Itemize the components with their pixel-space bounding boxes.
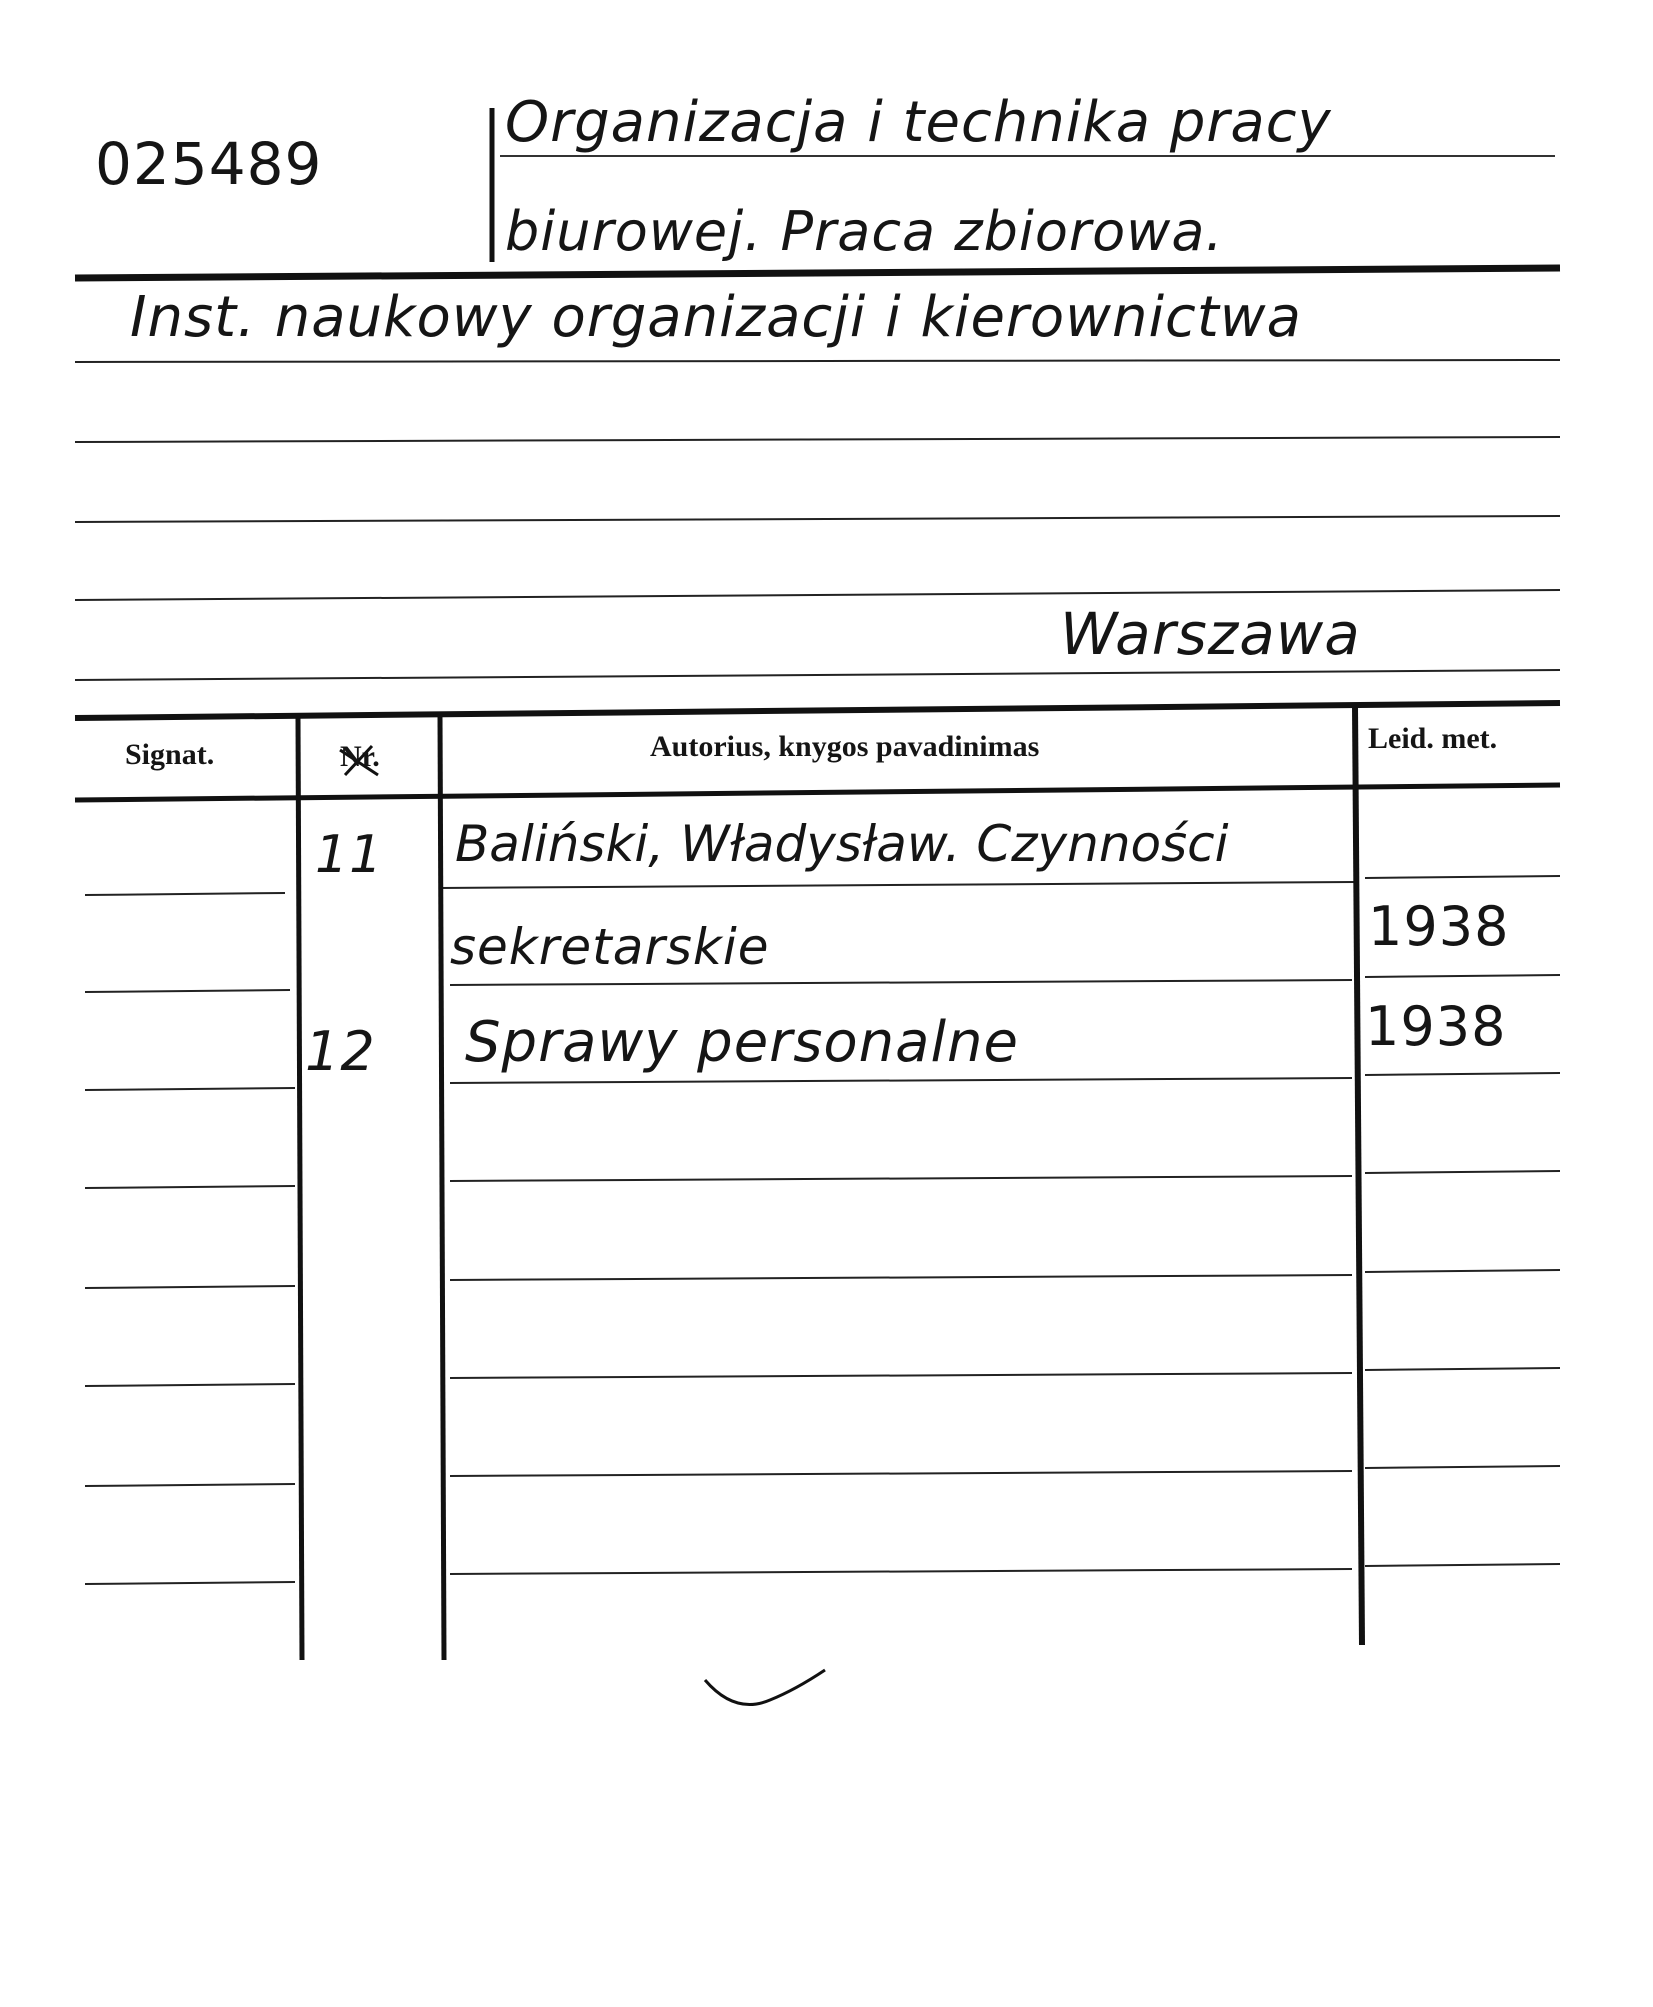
row-line [85, 1582, 295, 1584]
row-line [450, 1176, 1352, 1181]
table-top-rule [75, 703, 1560, 718]
row-line [1365, 1270, 1560, 1272]
header-number: Nr. [340, 740, 380, 773]
inventory-number: 025489 [95, 130, 323, 198]
column-divider [1355, 706, 1362, 1645]
check-mark [705, 1670, 825, 1705]
row-line [85, 1484, 295, 1486]
row-line [1365, 1171, 1560, 1173]
publication-place: Warszawa [1060, 600, 1361, 668]
row-2-author-title: sekretarskie [450, 918, 770, 976]
column-divider [440, 716, 444, 1660]
row-3-author-title: Sprawy personalne [465, 1010, 1019, 1075]
ruled-line [75, 360, 1560, 362]
title-line-2: biurowej. Praca zbiorowa. [505, 200, 1224, 263]
row-line [85, 1186, 295, 1188]
row-line [1365, 1368, 1560, 1370]
row-line [450, 1471, 1352, 1476]
row-1-author-title: Baliński, Władysław. Czynności [455, 815, 1229, 873]
row-line [85, 1088, 295, 1090]
row-line [85, 1384, 295, 1386]
row-line [450, 1275, 1352, 1280]
title-thick-rule [75, 268, 1560, 278]
row-3-number: 12 [305, 1020, 376, 1083]
ruled-line [75, 516, 1560, 522]
row-line [1365, 1466, 1560, 1468]
ruled-line [75, 590, 1560, 600]
row-line [85, 1286, 295, 1288]
row-line [450, 1569, 1352, 1574]
row-line [1365, 876, 1560, 878]
row-2-year: 1938 [1368, 895, 1510, 958]
title-line-1: Organizacja i technika pracy [505, 90, 1332, 155]
row-line [1365, 1564, 1560, 1566]
header-year: Leid. met. [1368, 722, 1498, 755]
row-line [1365, 975, 1560, 977]
row-3-year: 1938 [1365, 995, 1507, 1058]
row-line [450, 980, 1352, 985]
row-line [85, 893, 285, 895]
ruled-line [75, 670, 1560, 680]
row-line [450, 1078, 1352, 1083]
row-line [440, 882, 1355, 888]
ruled-line [75, 437, 1560, 442]
header-author-title: Autorius, knygos pavadinimas [650, 730, 1040, 763]
author-line: Inst. naukowy organizacji i kierownictwa [130, 285, 1302, 350]
row-line [1365, 1073, 1560, 1075]
header-signature: Signat. [125, 738, 215, 771]
column-divider [298, 718, 302, 1660]
row-1-number: 11 [315, 825, 384, 885]
row-line [85, 990, 290, 992]
row-line [450, 1373, 1352, 1378]
